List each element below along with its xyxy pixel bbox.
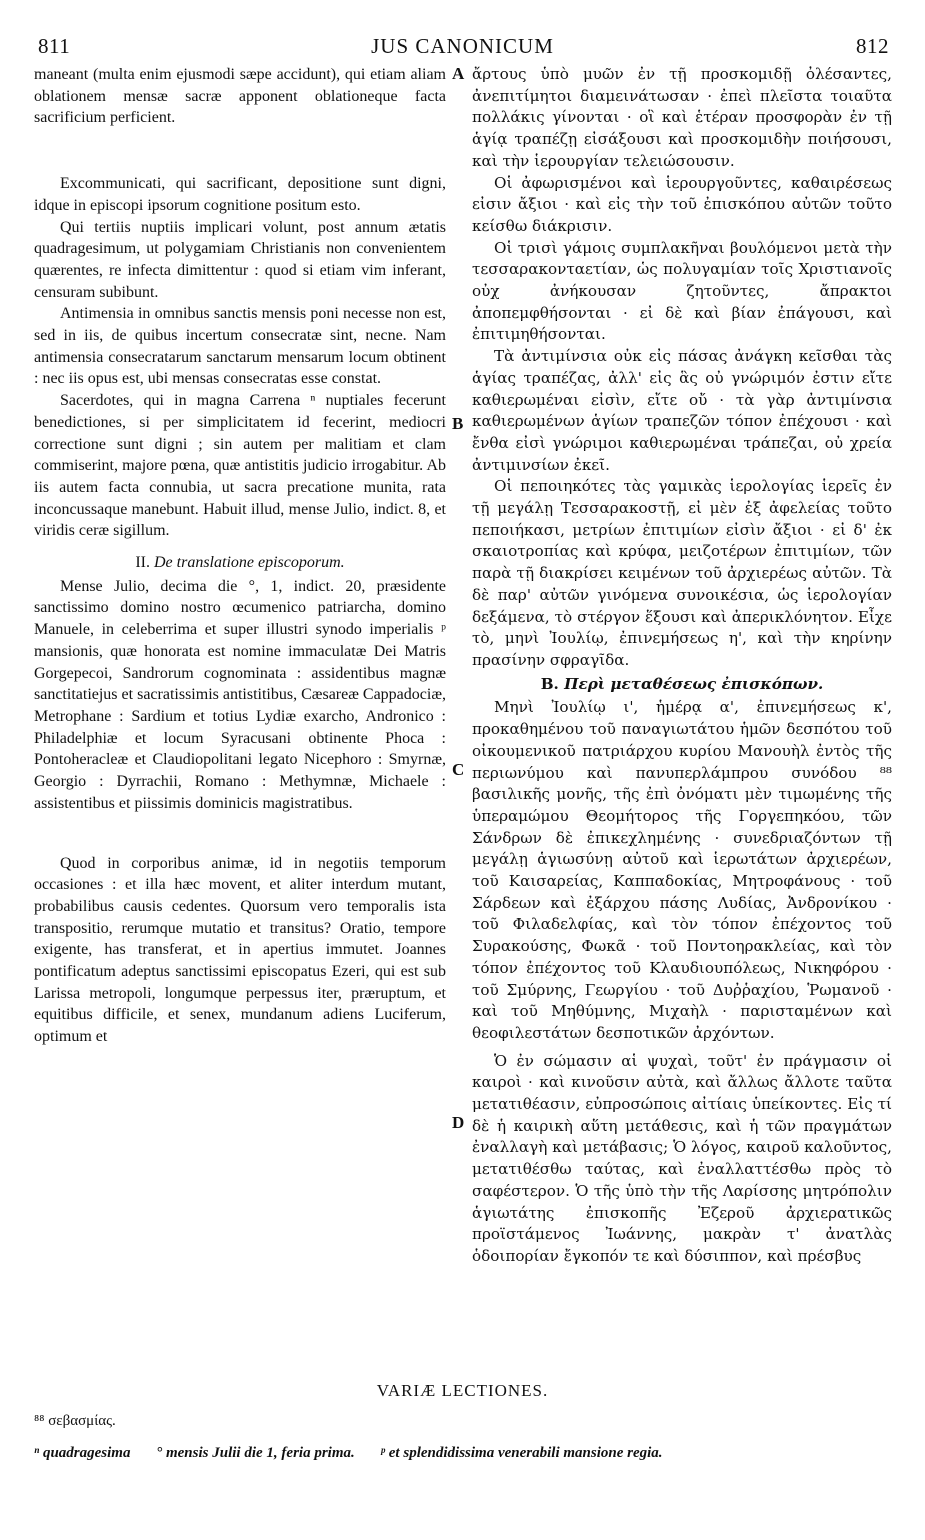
latin-paragraph-1: maneant (multa enim ejusmodi sæpe accidunt), qui etiam aliam oblationem mensæ sacræ apponent oblationeque facta sacrificium perficient.: [34, 66, 446, 127]
greek-paragraph-1: ἄρτους ὑπὸ μυῶν ἐν τῇ προσκομιδῇ ὀλέσαντες, ἀνεπιτίμητοι διαμεινάτωσαν · ἐπεὶ πλεῖστα τοιαῦτα πολλάκις γίνονται · οἳ καὶ ἑτέραν προσφορὰν ἐν τῇ ἁγίᾳ τραπέζῃ εἰσάξουσι καὶ προσκομιδὴν ποιήσουσι, καὶ τὴν ἱερουργίαν τελειώσουσιν.: [472, 65, 892, 170]
greek-paragraph-7: Ὁ ἐν σώμασιν αἱ ψυχαὶ, τοῦτ' ἐν πράγμασιν οἱ καιροὶ · καὶ κινοῦσιν αὐτὰ, καὶ ἄλλως ἄλλοτε ταῦτα μετατιθέασιν, εὐπροσώποις αἰτίαις ὑπείκοντες. Εἰς τί δὲ ἡ καιρικὴ αὕτη μετάθεσις, καὶ ἡ τῶν πραγμάτων ἐναλλαγὴ καὶ μετάβασις; Ὁ λόγος, καιροῦ καλοῦντος, μετατιθέσθω ταύτας, καὶ ἐναλλαττέσθω πρὸς τὸ σαφέστερον. Ὁ τῆς ὑπὸ τὴν τῆς Λαρίσσης μητρόπολιν ἁγιωτάτης ἐπισκοπῆς Ἐζεροῦ ἀρχιερατικῶς προϊστάμενος Ἰωάννης, μακρὰν τ' ἀνατλὰς ὁδοιπορίαν ἔγκοπόν τε καὶ δύσιππον, καὶ πρέσβυς: [472, 1051, 892, 1265]
variae-lectiones-title: VARIÆ LECTIONES.: [376, 1381, 549, 1400]
latin-paragraph-6: Mense Julio, decima die °, 1, indict. 20, præsidente sanctissimo domino nostro œcumenico patriarcha, domino Manuele, in celeberrima et super illustri synodo imperialis ᵖ mansionis, quæ honorata est nomine immaculatæ Dei Matris Gorgepecoi, Sandrorum cognominata : assidentibus magnæ sanctitatiejus et sacratissimis antistitibus, Cæsareæ Cappadociæ, Metrophane : Sardium et totius Lydiæ exarcho, Andronico : Philadelphiæ et locum Syracusani obtinente Phoca : Pontoheracleæ et Claudiopolitani legato Nicephoro : Smyrnæ, Georgio : Dyrrachii, Romano : Methymnæ, Michaele : assistentibus et piissimis dominicis magistratibus.: [34, 577, 446, 812]
left-page-number: 811: [38, 34, 71, 58]
variant-reading-1: ⁸⁸ σεβασμίας.: [34, 1413, 116, 1429]
latin-column: [34, 64, 446, 1048]
variant-reading-4: ᵖ et splendidissima venerabili mansione regia.: [380, 1445, 663, 1461]
variant-reading-2: ⁿ quadragesima: [34, 1445, 131, 1461]
running-title: JUS CANONICUM: [371, 34, 554, 58]
latin-heading-number: II.: [135, 554, 150, 572]
latin-paragraph-2: Excommunicati, qui sacrificant, depositione sunt digni, idque in episcopi ipsorum cognitione positum esto.: [34, 175, 446, 214]
variant-readings-row: [34, 1445, 894, 1462]
margin-letter-d: D: [452, 1113, 465, 1132]
greek-paragraph-3: Οἱ τρισὶ γάμοις συμπλακῆναι βουλόμενοι μετὰ τὴν τεσσαρακονταετίαν, ὡς πολυγαμίαν τοῖς Χριστιανοῖς οὐχ ἀνήκουσαν ζητοῦντες, ἄπρακτοι ἀποπεμφθήσονται · εἰ δὲ καὶ βίαν ἐπάγουσι, καὶ ἐπιτιμηθήσονται.: [472, 238, 892, 344]
greek-column: [472, 64, 892, 1268]
latin-heading-text: De translatione episcoporum.: [154, 554, 345, 572]
right-page-number: 812: [856, 34, 889, 58]
variant-reading-3: ° mensis Julii die 1, feria prima.: [156, 1445, 355, 1461]
margin-letter-b: B: [452, 414, 464, 433]
greek-section-heading: [472, 674, 892, 696]
latin-paragraph-3: Qui tertiis nuptiis implicari volunt, post annum ætatis quadragesimum, ut polygamiam Christianis non convenientem quærentes, re infecta dimittentur : quod si etiam vim inferant, censuram subibunt.: [34, 218, 446, 301]
margin-letter-a: A: [452, 64, 465, 83]
latin-paragraph-7: Quod in corporibus animæ, id in negotiis temporum occasiones : et illa hæc movent, et aliter interdum mutant, probabilibus causis cedentes. Quorsum vero temporalis ista transpositio, rerumque mutatio et transitus? Oratio, tempore exigente, has transferat, et in apertius immutet. Joannes pontificatum adeptus sanctissimi episcopatus Ezeri, qui est sub Larissa metropoli, longumque perpessus iter, præruptum, et equitibus difficile, et senex, mundanum adiens Luciferum, optimum et: [34, 854, 446, 1046]
latin-section-heading: [34, 552, 446, 574]
greek-heading-text: Περὶ μεταθέσεως ἐπισκόπων.: [564, 674, 824, 693]
latin-paragraph-4: Antimensia in omnibus sanctis mensis poni necesse non est, sed in iis, de quibus incertum consecratæ sint, necne. Nam antimensia consecratarum sanctarum mensarum locum obtinent : nec iis opus est, ubi mensas consecratas esse constat.: [34, 305, 446, 388]
margin-letter-c: C: [452, 760, 465, 779]
greek-heading-number: B.: [540, 674, 559, 693]
greek-paragraph-6: Μηνὶ Ἰουλίῳ ι', ἡμέρᾳ α', ἐπινεμήσεως κ', προκαθημένου τοῦ παναγιωτάτου ἡμῶν δεσπότου τοῦ οἰκουμενικοῦ πατριάρχου κυρίου Μανουὴλ ἐντὸς τῆς περιωνύμου καὶ πανυπερλάμπρου συνόδου ⁸⁸ βασιλικῆς μονῆς, τῆς ἐπὶ ὀνόματι μὲν τιμωμένης τῆς ὑπεραμώμου Θεομήτορος τῆς Γοργεπηκόου, τῶν Σάνδρων δὲ ἐπικεχλημένης · συνεδριαζόντων τῇ μεγάλῃ ἁγιωσύνῃ αὐτοῦ καὶ ἱερωτάτων ἀρχιερέων, τοῦ Καισαρείας, Καππαδοκίας, Μητροφάνους · τοῦ Σάρδεων καὶ ἐξάρχου πάσης Λυδίας, Ἀνδρονίκου · τοῦ Φιλαδελφίας, καὶ τὸν τόπον ἐπέχοντος τοῦ Συρακούσης, Φωκᾶ · τοῦ Ποντοηρακλείας, καὶ τὸν τόπον ἐπέχοντος τοῦ Κλαυδιουπόλεως, Νικηφόρου · τοῦ Σμύρνης, Γεωργίου · τοῦ Δυῤῥαχίου, Ῥωμανοῦ · καὶ τοῦ Μηθύμνης, Μιχαὴλ · παρισταμένων καὶ θεοφιλεστάτων δεσποτικῶν ἀρχόντων.: [472, 698, 892, 1042]
greek-paragraph-4: Τὰ ἀντιμίνσια οὐκ εἰς πάσας ἀνάγκη κεῖσθαι τὰς ἁγίας τραπέζας, ἀλλ' εἰς ἃς οὐ γνώριμόν ἐστιν εἴτε καθιερωμέναι εἰσὶν, εἴτε οὔ · τὰ γὰρ ἀντιμίνσια καθιερωμένων ἁγίων τραπεζῶν τόπον ἐπέχουσι · καὶ ἔνθα εἰσὶ γνώριμοι καθιερωμέναι τράπεζαι, οὐ χρεία ἀντιμινσίων ἐκεῖ.: [472, 347, 892, 474]
latin-paragraph-5: Sacerdotes, qui in magna Carrena ⁿ nuptiales fecerunt benedictiones, si per simplicitatem id fecerint, mediocri correctione sunt digni ; sin autem per malitiam et clam commiserint, majore pœna, quæ antistitis judicio irrogabitur. Ab iis autem facta connubia, ut sacra precatione munita, rata inconcussaque manebunt. Habuit illud, mense Julio, indict. 8, et viridis ceræ sigillum.: [34, 392, 446, 540]
greek-paragraph-2: Οἱ ἀφωρισμένοι καὶ ἱερουργοῦντες, καθαιρέσεως εἰσιν ἄξιοι · καὶ εἰς τὴν τοῦ ἐπισκόπου αὐτῶν τοῦτο κείσθω διάκρισιν.: [472, 173, 892, 235]
greek-paragraph-5: Οἱ πεποιηκότες τὰς γαμικὰς ἱερολογίας ἱερεῖς ἐν τῇ μεγάλῃ Τεσσαρακοστῇ, εἰ μὲν ἐξ ἀφελείας τοῦτο πεποιήκασι, μετρίων ἐπιτιμίων εἰσὶν ἄξιοι · εἰ δ' ἐκ σκαιοτροπίας καὶ κρύφα, μειζοτέρων ἐπιτιμίων, τῶν παρὰ τῇ διακρίσει κειμένων τοῦ ἀρχιερέως αὐτῶν. Τὰ δὲ παρ' αὐτῶν γινόμενα συνοικέσια, ὡς ἱερολογίαν δεξάμενα, τὸ στέργον ἕξουσι καὶ ἀπερικλόνητον. Εἶχε τὸ, μηνὶ Ἰουλίῳ, ἐπινεμήσεως η', καὶ τὴν κηρίνην πρασίνην σφραγῖδα.: [472, 477, 892, 669]
